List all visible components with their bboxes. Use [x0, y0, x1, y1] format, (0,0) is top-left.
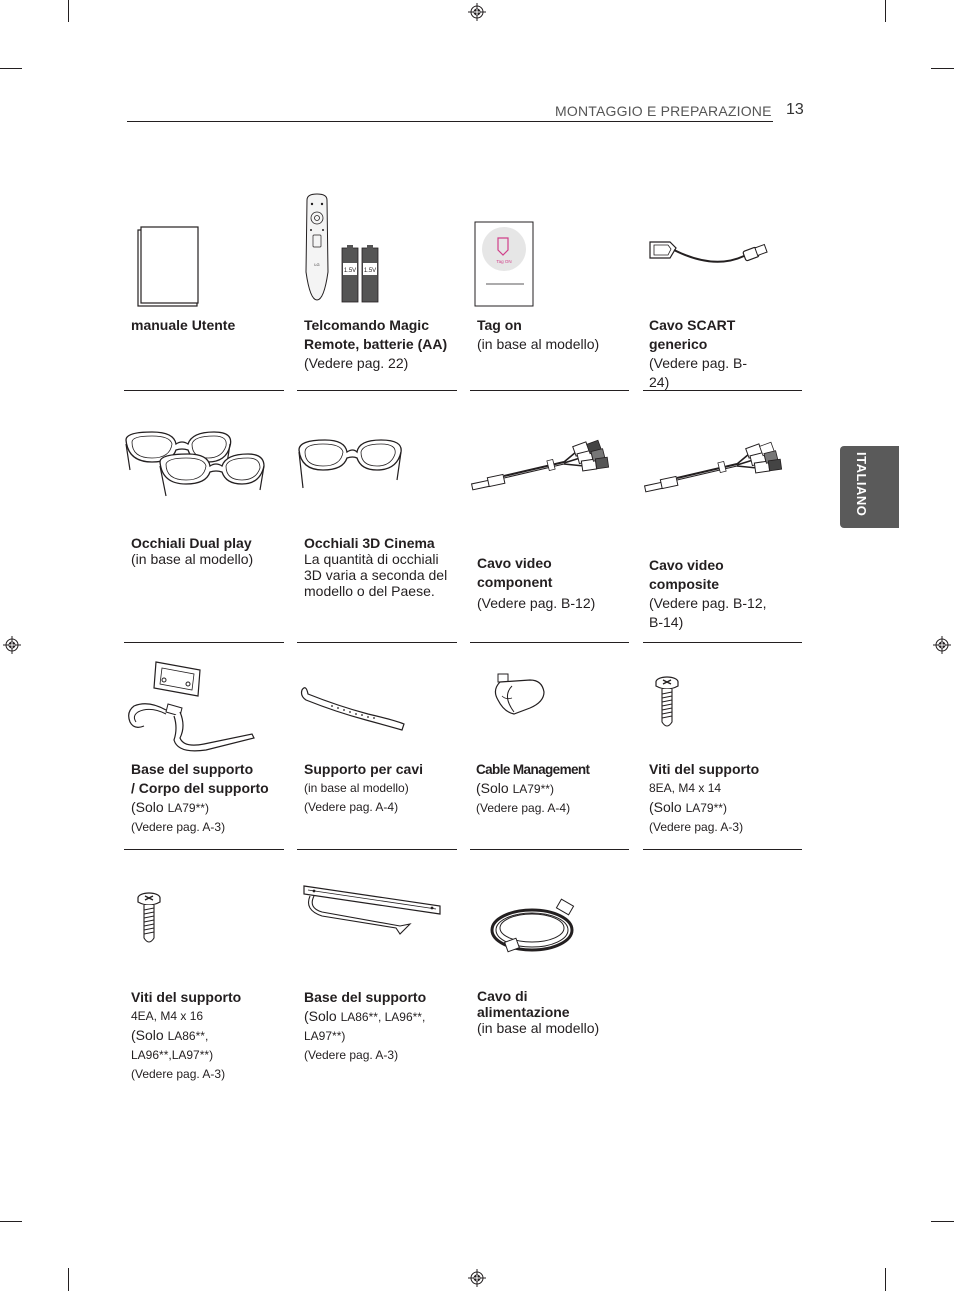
- item-cable-holder: [304, 760, 423, 817]
- item-title: manuale Utente: [131, 317, 236, 333]
- row-divider: [297, 390, 457, 391]
- item-only-models: LA79**): [685, 801, 727, 815]
- item-note: (in base al modello): [304, 781, 409, 795]
- item-note: (in base al modello): [477, 336, 600, 352]
- crop-mark: [68, 1268, 69, 1291]
- item-magic-remote: [304, 316, 460, 373]
- user-manual-illustration: [136, 226, 200, 308]
- stand-base-body-illustration: [124, 656, 260, 752]
- item-title: Cavo video composite: [649, 557, 724, 592]
- cinema-3d-glasses-illustration: [295, 436, 407, 492]
- item-note: La quantità di occhiali 3D varia a seconda del modello o del Paese.: [304, 551, 448, 599]
- registration-mark-icon: [468, 1269, 486, 1287]
- item-only-prefix: (Solo: [131, 799, 168, 815]
- item-ref: (Vedere pag. A-3): [304, 1048, 399, 1062]
- crop-mark: [0, 68, 22, 69]
- stand-screw-illustration: [654, 676, 680, 730]
- item-scart: [649, 316, 767, 392]
- item-title: Viti del supporto: [131, 989, 242, 1005]
- item-only-models-1: LA86**,: [167, 1029, 209, 1043]
- item-only-models-2: LA96**,LA97**): [131, 1048, 214, 1062]
- item-composite-cable: [649, 556, 777, 632]
- cable-holder-illustration: [298, 684, 408, 734]
- scart-cable-illustration: [644, 236, 770, 268]
- item-note: (in base al modello): [131, 551, 254, 567]
- item-title: Tag on: [477, 317, 522, 333]
- crop-mark: [931, 1221, 954, 1222]
- registration-mark-icon: [3, 636, 21, 654]
- item-title: Cavo SCART generico: [649, 317, 736, 352]
- row-divider: [470, 849, 629, 850]
- item-title: Cable Management: [476, 762, 590, 777]
- item-spec: 8EA, M4 x 14: [649, 781, 722, 795]
- row-divider: [470, 642, 629, 643]
- row-divider: [124, 849, 284, 850]
- tag-on-card-text: Tag ON: [496, 259, 512, 264]
- item-dual-play-glasses: [131, 535, 253, 567]
- language-tab: [840, 446, 899, 528]
- item-cinema-3d-glasses: [304, 535, 454, 599]
- item-ref: (Vedere pag. A-4): [304, 800, 399, 814]
- battery-label: 1.5V: [343, 268, 357, 274]
- item-ref: (Vedere pag. A-3): [131, 820, 226, 834]
- item-title-line2: alimentazione: [477, 1004, 570, 1020]
- item-note: (in base al modello): [477, 1020, 600, 1036]
- row-divider: [297, 849, 457, 850]
- item-only-models: LA79**): [512, 782, 554, 796]
- cable-management-illustration: [490, 672, 550, 724]
- stand-screw-illustration: [136, 892, 162, 946]
- item-title-line1: Base del supporto: [131, 761, 254, 777]
- item-stand-base-body: [131, 760, 269, 837]
- item-stand-base: [304, 988, 426, 1065]
- component-cable-illustration: [468, 436, 610, 496]
- item-component-cable: [477, 554, 597, 613]
- item-spec: 4EA, M4 x 16: [131, 1009, 204, 1023]
- item-ref: (Vedere pag. B-12, B-14): [649, 595, 767, 630]
- registration-mark-icon: [933, 636, 951, 654]
- item-only-prefix: (Solo: [476, 780, 513, 796]
- tag-on-illustration: [474, 221, 536, 309]
- item-only-models: LA79**): [167, 801, 209, 815]
- crop-mark: [68, 0, 69, 22]
- row-divider: [643, 390, 802, 391]
- item-ref: (Vedere pag. B-12): [477, 595, 596, 611]
- crop-mark: [931, 68, 954, 69]
- item-title: Base del supporto: [304, 989, 427, 1005]
- page-number: 13: [786, 101, 804, 118]
- item-only-models-2: LA97**): [304, 1029, 346, 1043]
- item-title: Viti del supporto: [649, 761, 760, 777]
- item-title-line2: / Corpo del supporto: [131, 780, 269, 796]
- header-rule: [127, 121, 773, 122]
- section-title: MONTAGGIO E PREPARAZIONE: [555, 103, 772, 119]
- language-tab-label: ITALIANO: [854, 452, 869, 517]
- power-cable-illustration: [488, 896, 584, 958]
- item-title-line1: Cavo di: [477, 988, 528, 1004]
- item-ref: (Vedere pag. A-3): [131, 1067, 226, 1081]
- item-stand-screws-m4x16: [131, 988, 241, 1084]
- magic-remote-illustration: [300, 192, 384, 304]
- crop-mark: [885, 1268, 886, 1291]
- svg-text:LG: LG: [314, 262, 320, 267]
- row-divider: [470, 390, 629, 391]
- row-divider: [124, 642, 284, 643]
- registration-mark-icon: [468, 3, 486, 21]
- item-cable-management: [476, 760, 589, 818]
- item-tag-on: [477, 316, 599, 354]
- crop-mark: [885, 0, 886, 22]
- item-title: Occhiali Dual play: [131, 535, 252, 551]
- item-ref: (Vedere pag. B-24): [649, 355, 748, 390]
- row-divider: [643, 849, 802, 850]
- item-title: Occhiali 3D Cinema: [304, 535, 435, 551]
- stand-base-bar-illustration: [300, 882, 444, 938]
- composite-cable-illustration: [641, 438, 783, 498]
- item-ref: (Vedere pag. 22): [304, 355, 409, 371]
- battery-label: 1.5V: [363, 268, 377, 274]
- item-title: Supporto per cavi: [304, 761, 424, 777]
- row-divider: [297, 642, 457, 643]
- item-only-prefix: (Solo: [649, 799, 686, 815]
- item-ref: (Vedere pag. A-3): [649, 820, 744, 834]
- item-user-manual: [131, 316, 235, 335]
- item-only-prefix: (Solo: [304, 1008, 341, 1024]
- crop-mark: [0, 1221, 22, 1222]
- row-divider: [124, 390, 284, 391]
- item-title: Cavo video component: [477, 555, 553, 590]
- dual-play-glasses-illustration: [122, 426, 268, 500]
- item-power-cable: [477, 988, 599, 1036]
- item-title: Telcomando Magic Remote, batterie (AA): [304, 317, 448, 352]
- item-only-models-1: LA86**, LA96**,: [340, 1010, 426, 1024]
- row-divider: [643, 642, 802, 643]
- item-ref: (Vedere pag. A-4): [476, 801, 571, 815]
- item-stand-screws-m4x14: [649, 760, 759, 837]
- item-only-prefix: (Solo: [131, 1027, 168, 1043]
